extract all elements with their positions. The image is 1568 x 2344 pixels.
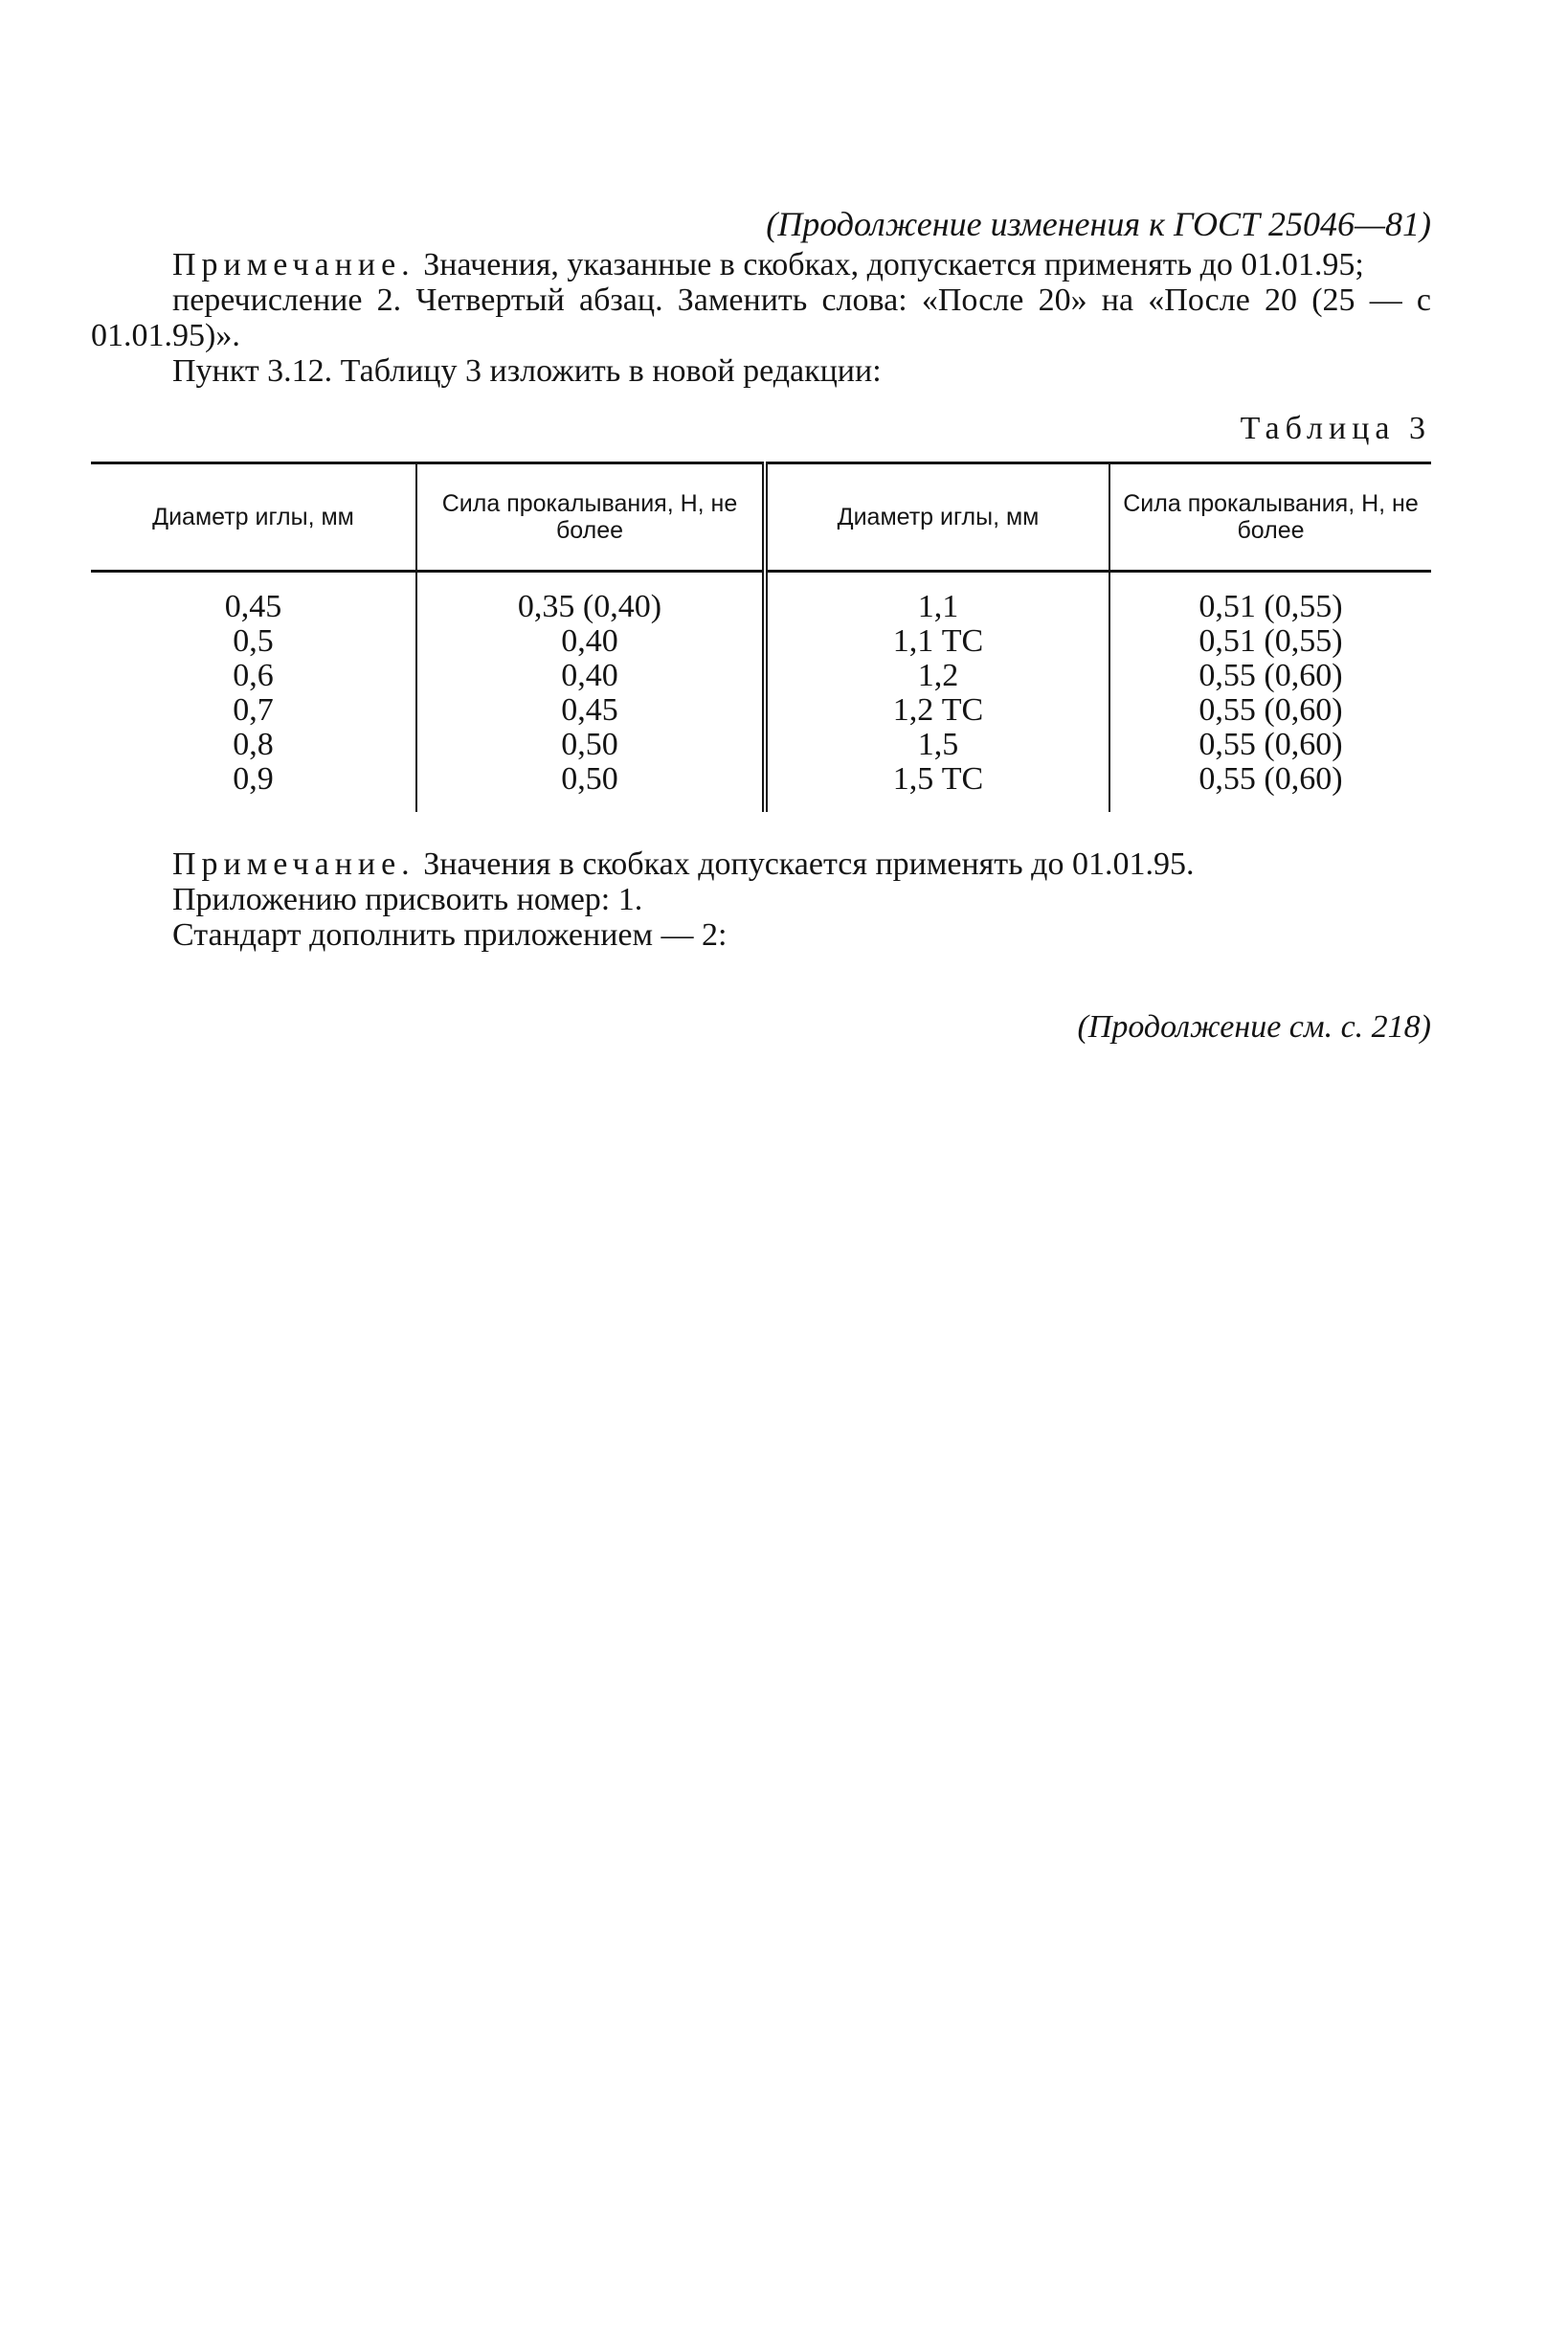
table-cell: 1,5 — [917, 727, 959, 762]
table-cell: 1,1 — [917, 589, 959, 624]
table-cell: 0,7 — [233, 692, 274, 728]
table-header-row — [91, 463, 1431, 572]
table-cell: 0,40 — [561, 658, 618, 693]
table-cell: 0,55 (0,60) — [1198, 658, 1343, 693]
table-cell: 1,2 ТС — [892, 692, 984, 728]
table-caption: Таблица 3 — [1240, 411, 1431, 446]
table-cell: 0,55 (0,60) — [1198, 761, 1343, 797]
table-cell: 0,51 (0,55) — [1198, 589, 1343, 624]
table-cell: 1,2 — [917, 658, 959, 693]
header-diameter-1: Диаметр иглы, мм — [91, 463, 416, 572]
table-note-text: Значения в скобках допускается применять до 01.01.95. — [423, 846, 1195, 882]
table-cell: 0,5 — [233, 623, 274, 659]
continuation-header: (Продолжение изменения к ГОСТ 25046—81) — [766, 205, 1431, 243]
table-body-row — [91, 572, 1431, 813]
force-column-2 — [1109, 572, 1431, 813]
note-paragraph — [91, 247, 1431, 282]
table-cell: 0,35 (0,40) — [517, 589, 662, 624]
header-force-2: Сила прокалывания, Н, не более — [1109, 463, 1431, 572]
document-page — [91, 201, 1431, 1047]
needle-table — [91, 462, 1431, 812]
header-diameter-2: Диаметр иглы, мм — [765, 463, 1109, 572]
force-column-1 — [416, 572, 765, 813]
table-cell: 0,6 — [233, 658, 274, 693]
note-text: Значения, указанные в скобках, допускается применять до 01.01.95; — [423, 247, 1364, 282]
item-paragraph: Пункт 3.12. Таблицу 3 изложить в новой редакции: — [172, 353, 882, 389]
table-cell: 0,51 (0,55) — [1198, 623, 1343, 659]
table-cell: 1,5 ТС — [892, 761, 984, 797]
table-cell: 0,50 — [561, 727, 618, 762]
table-cell: 0,45 — [224, 589, 282, 624]
diameter-column-1 — [91, 572, 416, 813]
table-cell: 0,45 — [561, 692, 618, 728]
header-force-1: Сила прокалывания, Н, не более — [416, 463, 765, 572]
appendix-number-paragraph: Приложению присвоить номер: 1. — [172, 882, 643, 917]
table-cell: 0,8 — [233, 727, 274, 762]
table-cell: 0,50 — [561, 761, 618, 797]
table-cell: 0,55 (0,60) — [1198, 727, 1343, 762]
table-cell: 1,1 ТС — [892, 623, 984, 659]
table-note-label: Примечание. — [172, 846, 415, 882]
table-cell: 0,40 — [561, 623, 618, 659]
note-label: Примечание. — [172, 247, 415, 282]
diameter-column-2 — [765, 572, 1109, 813]
table-cell: 0,55 (0,60) — [1198, 692, 1343, 728]
table-cell: 0,9 — [233, 761, 274, 797]
enumeration-paragraph: перечисление 2. Четвертый абзац. Заменить слова: «После 20» на «После 20 (25 — с 01.01.95)». — [91, 282, 1431, 353]
appendix-add-paragraph: Стандарт дополнить приложением — 2: — [172, 917, 728, 953]
continuation-footer: (Продолжение см. с. 218) — [1077, 1009, 1431, 1045]
table-note-paragraph — [91, 846, 1431, 882]
